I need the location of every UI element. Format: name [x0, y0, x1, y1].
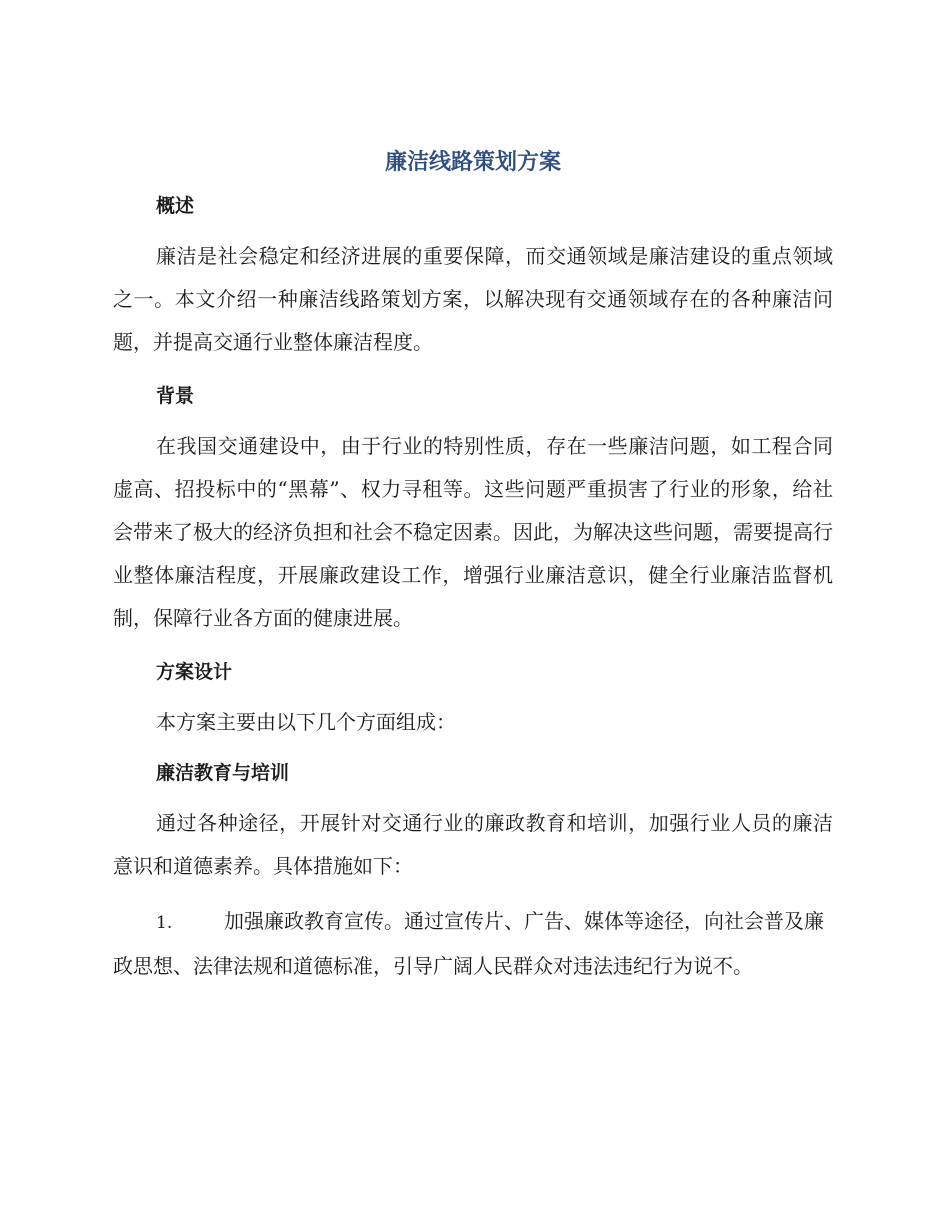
- document-title: 廉洁线路策划方案: [384, 150, 561, 175]
- document-body: [113, 140, 833, 988]
- list-item: [113, 900, 833, 988]
- paragraph-education: 通过各种途径，开展针对交通行业的廉政教育和培训，加强行业人员的廉洁意识和道德素养。具体措施如下：: [113, 811, 833, 878]
- heading-background: 背景: [156, 385, 195, 407]
- heading-education: 廉洁教育与培训: [156, 762, 290, 784]
- heading-design: 方案设计: [156, 661, 233, 683]
- heading-overview: 概述: [156, 195, 195, 217]
- paragraph-background: 在我国交通建设中，由于行业的特别性质，存在一些廉洁问题，如工程合同虚高、招投标中的“黑幕”、权力寻租等。这些问题严重损害了行业的形象，给社会带来了极大的经济负担和社会不稳定因素。因此，为解决这些问题，需要提高行业整体廉洁程度，开展廉政建设工作，增强行业廉洁意识，健全行业廉洁监督机制，保障行业各方面的健康进展。: [113, 434, 833, 630]
- list-item-text: 加强廉政教育宣传。通过宣传片、广告、媒体等途径，向社会普及廉政思想、法律法规和道德标准，引导广阔人民群众对违法违纪行为说不。: [113, 909, 824, 978]
- paragraph-overview: 廉洁是社会稳定和经济进展的重要保障，而交通领域是廉洁建设的重点领域之一。本文介绍一种廉洁线路策划方案，以解决现有交通领域存在的各种廉洁问题，并提高交通行业整体廉洁程度。: [113, 244, 833, 354]
- list-item-number: 1.: [156, 913, 173, 933]
- paragraph-design: 本方案主要由以下几个方面组成：: [156, 710, 456, 734]
